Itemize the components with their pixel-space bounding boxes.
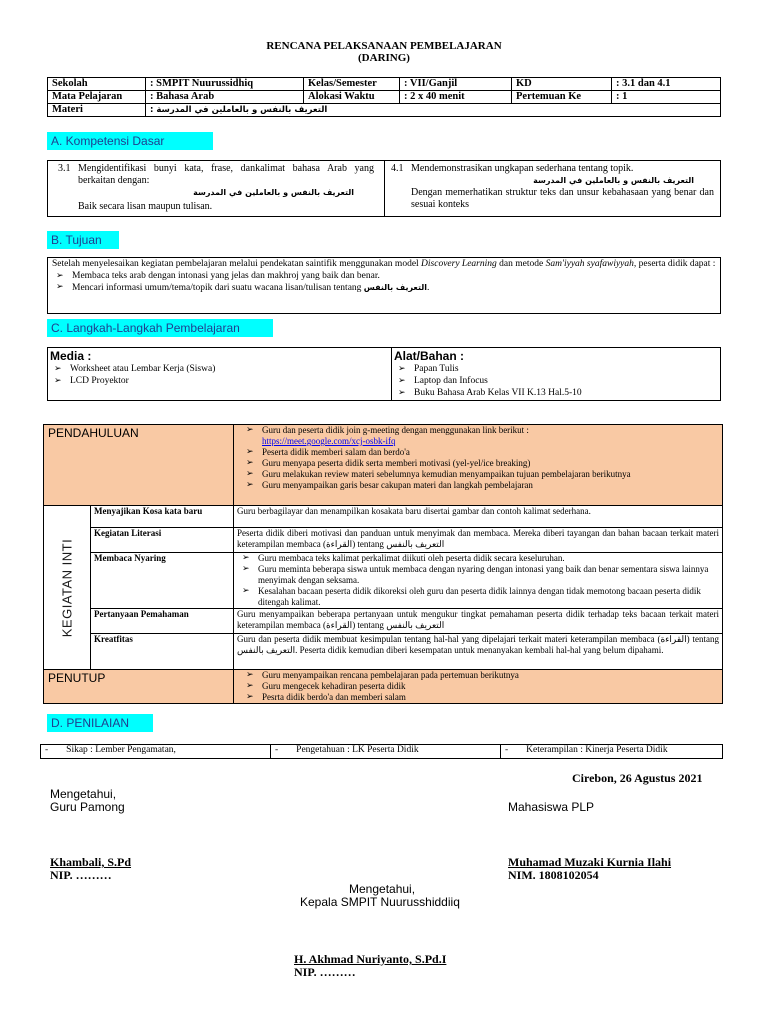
inti-row-4-label: Pertanyaan Pemahaman	[91, 609, 234, 634]
tujuan-box	[47, 257, 721, 314]
mengetahui2-label: Mengetahui,	[349, 882, 416, 896]
inti-row-1-text: Guru berbagilayar dan menampilkan kosakata baru disertai gambar dan contoh kalimat sederhana.	[234, 506, 723, 528]
pendahuluan-item-4: ➢ Guru melakukan review materi sebelumnya kemudian menyampaikan tujuan pembelajaran berikutnya	[242, 469, 718, 480]
place-date: Cirebon, 26 Agustus 2021	[572, 771, 703, 785]
guru-pamong-label: Guru Pamong	[50, 800, 125, 814]
pertemuan-label: Pertemuan Ke	[512, 91, 612, 104]
inti-label: KEGIATAN INTI	[59, 538, 75, 637]
kd41-number: 4.1	[391, 163, 404, 174]
section-b-heading: B. Tujuan	[47, 231, 119, 249]
penutup-label: PENUTUP	[48, 671, 106, 685]
tujuan-intro	[52, 259, 716, 270]
mapel-value: : Bahasa Arab	[146, 91, 304, 104]
pendahuluan-item-1-text: Guru dan peserta didik join g-meeting dengan menggunakan link berikut :	[262, 425, 529, 435]
kd41-arabic: التعريف بالنفس و بالعاملين في المدرسة	[533, 176, 694, 185]
inti-row-2-label: Kegiatan Literasi	[91, 528, 234, 553]
pendahuluan-label: PENDAHULUAN	[48, 426, 139, 440]
tujuan-item-2	[52, 282, 716, 294]
kd31-text2: Baik secara lisan maupun tulisan.	[78, 201, 213, 212]
kepala-nip: NIP. ………	[294, 965, 356, 979]
tujuan-method: Sam'iyyah syafawiyyah,	[545, 259, 637, 269]
alat-item-3: ➢ Buku Bahasa Arab Kelas VII K.13 Hal.5-10	[394, 387, 718, 399]
page-title: RENCANA PELAKSANAAN PEMBELAJARAN	[266, 40, 502, 52]
section-d-heading: D. PENILAIAN	[47, 714, 153, 732]
alat-item-1: ➢ Papan Tulis	[394, 363, 718, 375]
identity-table	[47, 77, 721, 117]
inti-row-5-label: Kreatfitas	[91, 634, 234, 670]
tujuan-intro-a: Setelah menyelesaikan kegiatan pembelajaran melalui pendekatan saintifik menggunakan model	[52, 259, 422, 269]
alat-item-2: ➢ Laptop dan Infocus	[394, 375, 718, 387]
pendahuluan-item-2: ➢ Peserta didik memberi salam dan berdo'a	[242, 447, 718, 458]
media-cell	[48, 348, 392, 401]
inti-row-4-text: Guru menyampaikan beberapa pertanyaan untuk mengukur tingkat pemahaman peserta didik terhadap teks bacaan terkait materi keterampilan membaca (القراءة) tentang التعريف بالنفس	[234, 609, 723, 634]
penilaian-sikap	[41, 745, 271, 759]
meet-link[interactable]: https://meet.google.com/xcj-osbk-ifq	[262, 436, 396, 446]
tujuan-item-1: ➢ Membaca teks arab dengan intonasi yang jelas dan makhroj yang baik dan benar.	[52, 271, 716, 282]
penutup-label-cell	[44, 670, 234, 704]
media-item-1: ➢ Worksheet atau Lembar Kerja (Siswa)	[50, 363, 389, 375]
penilaian-pengetahuan	[271, 745, 501, 759]
tujuan-item-2-arabic: التعريف بالنفس	[363, 283, 427, 292]
materi-label: Materi	[48, 104, 146, 117]
inti-row-5-text: Guru dan peserta didik membuat kesimpulan tentang hal-hal yang dipelajari terkait materi keterampilan membaca (القراءة) tentang التعريف بالنفس. Peserta didik kemudian diberi kesempatan untuk menanyakan kembali hal-hal yang belum dipahami.	[234, 634, 723, 670]
penilaian-dash-3: -	[505, 745, 509, 755]
penilaian-dash-1: -	[45, 745, 49, 755]
membaca-item-3: ➢ Kesalahan bacaan peserta didik dikoreksi oleh guru dan peserta didik lainnya dengan tidak memotong bacaan peserta didik ditengah kalimat.	[238, 586, 722, 608]
mahasiswa-name: Muhamad Muzaki Kurnia Ilahi	[508, 855, 672, 869]
alokasi-value: : 2 x 40 menit	[400, 91, 512, 104]
kd41-text2: Dengan memerhatikan struktur teks dan unsur kebahasaan yang benar dan sesuai konteks	[411, 187, 714, 210]
alat-label: Alat/Bahan :	[394, 349, 465, 363]
kd-value: : 3.1 dan 4.1	[612, 78, 721, 91]
materi-value: : التعريف بالنفس و بالعاملين في المدرسة	[146, 104, 721, 117]
kd31-number: 3.1	[58, 163, 71, 174]
tujuan-intro-b: dan metode	[496, 259, 546, 269]
pertemuan-value: : 1	[612, 91, 721, 104]
kepala-label: Kepala SMPIT Nuurusshiddiiq	[300, 895, 460, 909]
page-subtitle: (DARING)	[358, 52, 410, 64]
inti-row-2-text: Peserta didik diberi motivasi dan panduan untuk menyimak dan membaca. Mereka diberi tayangan dan bahan bacaan terkait materi keterampilan membaca (القراءة) tentang التعريف بالنفس	[234, 528, 723, 553]
section-a-heading: A. Kompetensi Dasar	[47, 132, 213, 150]
tujuan-item-2-end: .	[426, 283, 430, 293]
mapel-label: Mata Pelajaran	[48, 91, 146, 104]
tujuan-item-2-text: Mencari informasi umum/tema/topik dari suatu wacana lisan/tulisan tentang	[72, 283, 362, 293]
kd41-cell	[385, 161, 721, 217]
guru-nip: NIP. ………	[50, 868, 112, 882]
penilaian-table	[40, 744, 723, 759]
penutup-item-1: ➢ Guru menyampaikan rencana pembelajaran pada pertemuan berikutnya	[242, 670, 718, 681]
media-table	[47, 347, 721, 401]
kd41-text: Mendemonstrasikan ungkapan sederhana tentang topik.	[411, 163, 634, 174]
section-c-heading: C. Langkah-Langkah Pembelajaran	[47, 319, 273, 337]
membaca-item-1: ➢ Guru membaca teks kalimat perkalimat diikuti oleh peserta didik secara keseluruhan.	[238, 553, 722, 564]
tujuan-model: Discovery Learning	[421, 259, 497, 269]
penilaian-keterampilan	[501, 745, 723, 759]
pendahuluan-content	[234, 425, 723, 506]
kelas-label: Kelas/Semester	[304, 78, 400, 91]
guru-name: Khambali, S.Pd	[50, 855, 132, 869]
inti-label-cell	[44, 506, 91, 670]
mahasiswa-nim: NIM. 1808102054	[508, 868, 599, 882]
pendahuluan-label-cell	[44, 425, 234, 506]
penutup-content	[234, 670, 723, 704]
alat-cell	[392, 348, 721, 401]
pendahuluan-item-5: ➢ Guru menyampaikan garis besar cakupan materi dan langkah pembelajaran	[242, 480, 718, 491]
inti-row-3-content	[234, 553, 723, 609]
media-label: Media :	[50, 349, 92, 363]
penilaian-dash-2: -	[275, 745, 279, 755]
kd-label: KD	[512, 78, 612, 91]
mahasiswa-label: Mahasiswa PLP	[508, 800, 595, 814]
kd31-cell	[48, 161, 385, 217]
penilaian-keterampilan-text: Keterampilan : Kinerja Peserta Didik	[526, 745, 668, 755]
sekolah-value: : SMPIT Nuurussidhiq	[146, 78, 304, 91]
pendahuluan-item-1	[242, 425, 718, 447]
membaca-item-2: ➢ Guru meminta beberapa siswa untuk membaca dengan nyaring dengan intonasi yang baik dan benar sementara siswa lainnya menyimak dengan seksama.	[238, 564, 722, 586]
tujuan-intro-c: peserta didik dapat :	[636, 259, 716, 269]
inti-row-1-label: Menyajikan Kosa kata baru	[91, 506, 234, 528]
kegiatan-table	[43, 424, 723, 704]
penilaian-sikap-text: Sikap : Lember Pengamatan,	[66, 745, 176, 755]
kd31-text: Mengidentifikasi bunyi kata, frase, dankalimat bahasa Arab yang berkaitan dengan:	[78, 163, 374, 186]
kd31-arabic: التعريف بالنفس و بالعاملين في المدرسة	[193, 188, 354, 197]
penutup-item-2: ➢ Guru mengecek kehadiran peserta didik	[242, 681, 718, 692]
media-item-2: ➢ LCD Proyektor	[50, 375, 389, 387]
penilaian-pengetahuan-text: Pengetahuan : LK Peserta Didik	[296, 745, 419, 755]
kompetensi-table	[47, 160, 721, 217]
sekolah-label: Sekolah	[48, 78, 146, 91]
alokasi-label: Alokasi Waktu	[304, 91, 400, 104]
penutup-item-3: ➢ Pesrta didik berdo'a dan memberi salam	[242, 692, 718, 703]
kepala-name: H. Akhmad Nuriyanto, S.Pd.I	[294, 952, 447, 966]
pendahuluan-item-3: ➢ Guru menyapa peserta didik serta memberi motivasi (yel-yel/ice breaking)	[242, 458, 718, 469]
kelas-value: : VII/Ganjil	[400, 78, 512, 91]
inti-row-3-label: Membaca Nyaring	[91, 553, 234, 609]
mengetahui-label: Mengetahui,	[50, 787, 117, 801]
